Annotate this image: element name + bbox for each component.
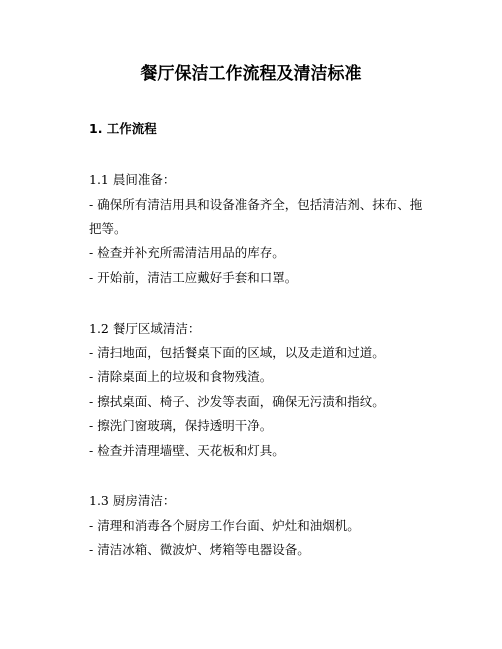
document-title: 餐厅保洁工作流程及清洁标准: [140, 64, 362, 84]
list-item: - 确保所有清洁用具和设备准备齐全，包括清洁剂、抹布、拖: [89, 197, 423, 212]
list-item-continuation: 把等。: [89, 221, 127, 236]
list-item: - 清洁冰箱、微波炉、烤箱等电器设备。: [89, 542, 310, 557]
list-item: - 清扫地面，包括餐桌下面的区域，以及走道和过道。: [89, 345, 385, 360]
section-heading-workflow: 1. 工作流程: [89, 121, 157, 136]
list-item: - 清理和消毒各个厨房工作台面、炉灶和油烟机。: [89, 518, 360, 533]
list-item: - 检查并清理墙壁、天花板和灯具。: [89, 443, 285, 458]
subsection-heading-morning-prep: 1.1 晨间准备：: [89, 172, 176, 187]
list-item: - 擦洗门窗玻璃，保持透明干净。: [89, 418, 273, 433]
subsection-heading-dining-area: 1.2 餐厅区域清洁：: [89, 321, 201, 336]
list-item: - 开始前，清洁工应戴好手套和口罩。: [89, 270, 298, 285]
list-item: - 清除桌面上的垃圾和食物残渣。: [89, 369, 273, 384]
subsection-heading-kitchen: 1.3 厨房清洁：: [89, 493, 176, 508]
list-item: - 检查并补充所需清洁用品的库存。: [89, 245, 285, 260]
list-item: - 擦拭桌面、椅子、沙发等表面，确保无污渍和指纹。: [89, 394, 385, 409]
